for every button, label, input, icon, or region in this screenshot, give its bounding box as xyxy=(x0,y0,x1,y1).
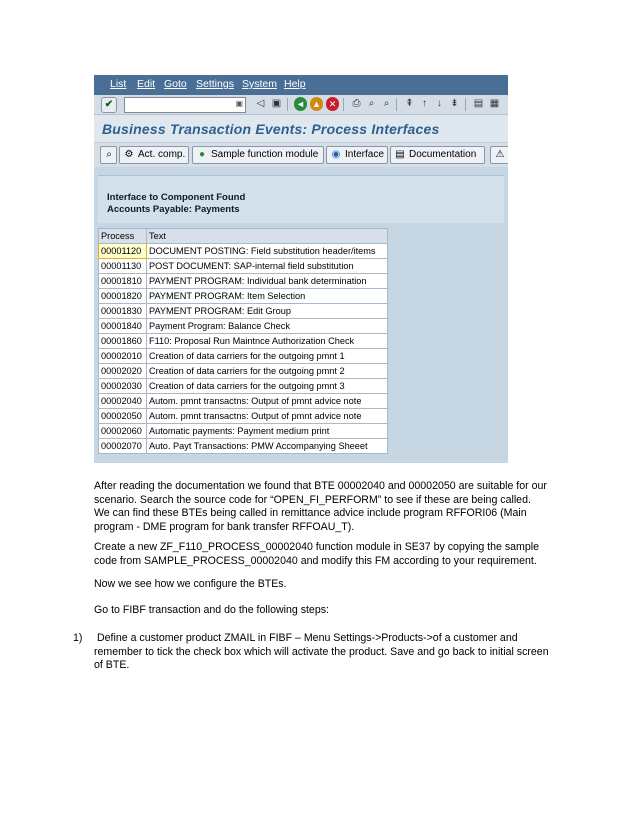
menu-goto[interactable]: Goto xyxy=(164,78,187,90)
last-page-icon[interactable]: ⇟ xyxy=(450,98,459,109)
process-cell[interactable]: 00001860 xyxy=(99,334,147,349)
previous-page-icon[interactable]: ↑ xyxy=(422,98,427,109)
menu-list[interactable]: List xyxy=(110,78,127,90)
save-icon[interactable]: ▣ xyxy=(271,98,282,109)
text-cell[interactable]: Payment Program: Balance Check xyxy=(147,319,388,334)
column-header-text[interactable]: Text xyxy=(147,229,388,244)
table-row[interactable] xyxy=(99,244,388,259)
first-page-icon[interactable]: ⇞ xyxy=(405,98,414,109)
table-row[interactable] xyxy=(99,439,388,454)
sap-screenshot xyxy=(94,75,508,463)
command-dropdown-icon[interactable]: ▣ xyxy=(235,99,243,108)
toolbar-divider xyxy=(465,98,466,111)
process-cell[interactable]: 00001840 xyxy=(99,319,147,334)
text-cell[interactable]: Creation of data carriers for the outgoing pmnt 2 xyxy=(147,364,388,379)
process-cell[interactable]: 00002030 xyxy=(99,379,147,394)
search-button[interactable] xyxy=(100,146,117,164)
toolbar-divider xyxy=(396,98,397,111)
table-row[interactable] xyxy=(99,319,388,334)
cancel-icon[interactable]: ✕ xyxy=(326,97,339,111)
text-cell[interactable]: DOCUMENT POSTING: Field substitution header/items xyxy=(147,244,388,259)
process-table xyxy=(98,228,388,454)
page-title: Business Transaction Events: Process Interfaces xyxy=(102,121,440,137)
sample-function-module-label: Sample function module xyxy=(211,149,319,160)
step-1-number: 1) xyxy=(73,632,83,644)
menu-help[interactable]: Help xyxy=(284,78,306,90)
text-cell[interactable]: F110: Proposal Run Maintnce Authorization Check xyxy=(147,334,388,349)
content-panel xyxy=(94,167,508,463)
act-comp-label: Act. comp. xyxy=(138,149,186,160)
text-cell[interactable]: Autom. pmnt transactns: Output of pmnt advice note xyxy=(147,409,388,424)
table-row[interactable] xyxy=(99,379,388,394)
info-line-1: Interface to Component Found xyxy=(107,192,246,203)
menu-bar xyxy=(94,75,508,95)
next-page-icon[interactable]: ↓ xyxy=(437,98,442,109)
find-next-icon[interactable]: ⌕ xyxy=(383,98,390,109)
documentation-label: Documentation xyxy=(409,149,477,160)
interface-label: Interface xyxy=(345,149,384,160)
table-row[interactable] xyxy=(99,289,388,304)
paragraph-1: After reading the documentation we found that BTE 00002040 and 00002050 are suitable for our scenario. Search the source code for “OPEN_FI_PERFORM” to see if these are being called. We can find these BTEs being called in remittance advice include program RFFORI06 (Main program - DME program for bank transfer RFFOAU_T). xyxy=(94,480,547,533)
text-cell[interactable]: Auto. Payt Transactions: PMW Accompanying Sheeet xyxy=(147,439,388,454)
command-field[interactable] xyxy=(124,97,246,113)
previous-icon[interactable]: ◁ xyxy=(256,98,265,109)
interface-icon: ◉ xyxy=(331,149,341,160)
process-cell[interactable]: 00001810 xyxy=(99,274,147,289)
table-row[interactable] xyxy=(99,274,388,289)
title-bar xyxy=(94,115,508,141)
table-row[interactable] xyxy=(99,424,388,439)
table-row[interactable] xyxy=(99,394,388,409)
text-cell[interactable]: Creation of data carriers for the outgoing pmnt 1 xyxy=(147,349,388,364)
menu-edit[interactable]: Edit xyxy=(137,78,156,90)
find-icon[interactable]: ⌕ xyxy=(368,98,375,109)
process-cell[interactable]: 00001120 xyxy=(99,244,147,259)
print-icon[interactable]: ⎙ xyxy=(352,98,361,109)
toolbar-divider xyxy=(287,98,288,111)
more-button[interactable] xyxy=(490,146,508,164)
paragraph-2: Create a new ZF_F110_PROCESS_00002040 function module in SE37 by copying the sample code from SAMPLE_PROCESS_00002040 and modify this FM according to your requirement. xyxy=(94,541,540,567)
text-cell[interactable]: PAYMENT PROGRAM: Individual bank determination xyxy=(147,274,388,289)
menu-system[interactable]: System xyxy=(242,78,278,90)
process-cell[interactable]: 00001830 xyxy=(99,304,147,319)
act-comp-button[interactable] xyxy=(119,146,189,164)
process-cell[interactable]: 00002020 xyxy=(99,364,147,379)
column-header-process[interactable]: Process xyxy=(99,229,147,244)
text-cell[interactable]: PAYMENT PROGRAM: Edit Group xyxy=(147,304,388,319)
table-header-row xyxy=(99,229,388,244)
menu-settings[interactable]: Settings xyxy=(196,78,234,90)
enter-check-icon[interactable]: ✔ xyxy=(101,97,117,113)
process-cell[interactable]: 00002040 xyxy=(99,394,147,409)
table-row[interactable] xyxy=(99,334,388,349)
text-cell[interactable]: POST DOCUMENT: SAP-internal field substitution xyxy=(147,259,388,274)
process-cell[interactable]: 00002010 xyxy=(99,349,147,364)
info-line-2: Accounts Payable: Payments xyxy=(107,204,240,215)
application-toolbar xyxy=(94,142,508,168)
text-cell[interactable]: Creation of data carriers for the outgoing pmnt 3 xyxy=(147,379,388,394)
sample-function-module-button[interactable] xyxy=(192,146,324,164)
table-row[interactable] xyxy=(99,304,388,319)
back-icon[interactable]: ◄ xyxy=(294,97,307,111)
search-icon: ⌕ xyxy=(106,149,112,160)
text-cell[interactable]: Autom. pmnt transactns: Output of pmnt advice note xyxy=(147,394,388,409)
table-row[interactable] xyxy=(99,364,388,379)
process-cell[interactable]: 00001130 xyxy=(99,259,147,274)
shortcut-icon[interactable]: ▦ xyxy=(489,98,500,109)
text-cell[interactable]: Automatic payments: Payment medium print xyxy=(147,424,388,439)
process-cell[interactable]: 00002060 xyxy=(99,424,147,439)
activate-icon: ⚙ xyxy=(124,149,134,160)
table-row[interactable] xyxy=(99,259,388,274)
process-cell[interactable]: 00002050 xyxy=(99,409,147,424)
toolbar-divider xyxy=(343,98,344,111)
interface-button[interactable] xyxy=(326,146,388,164)
table-row[interactable] xyxy=(99,349,388,364)
paragraph-4: Go to FIBF transaction and do the following steps: xyxy=(94,604,329,616)
text-cell[interactable]: PAYMENT PROGRAM: Item Selection xyxy=(147,289,388,304)
documentation-icon: ▤ xyxy=(395,149,405,160)
exit-icon[interactable]: ▲ xyxy=(310,97,323,111)
table-row[interactable] xyxy=(99,409,388,424)
info-header xyxy=(98,175,504,223)
new-session-icon[interactable]: ▤ xyxy=(473,98,484,109)
step-1-text: Define a customer product ZMAIL in FIBF – Menu Settings->Products->of a customer and remember to tick the check box which will activate the product. Save and go back to initial screen of BTE. xyxy=(94,632,549,672)
process-cell[interactable]: 00002070 xyxy=(99,439,147,454)
function-module-icon: ● xyxy=(198,149,206,160)
paragraph-3: Now we see how we configure the BTEs. xyxy=(94,578,287,590)
process-cell[interactable]: 00001820 xyxy=(99,289,147,304)
more-icon: ⚠ xyxy=(495,149,505,160)
documentation-button[interactable] xyxy=(390,146,485,164)
system-toolbar xyxy=(94,95,508,115)
